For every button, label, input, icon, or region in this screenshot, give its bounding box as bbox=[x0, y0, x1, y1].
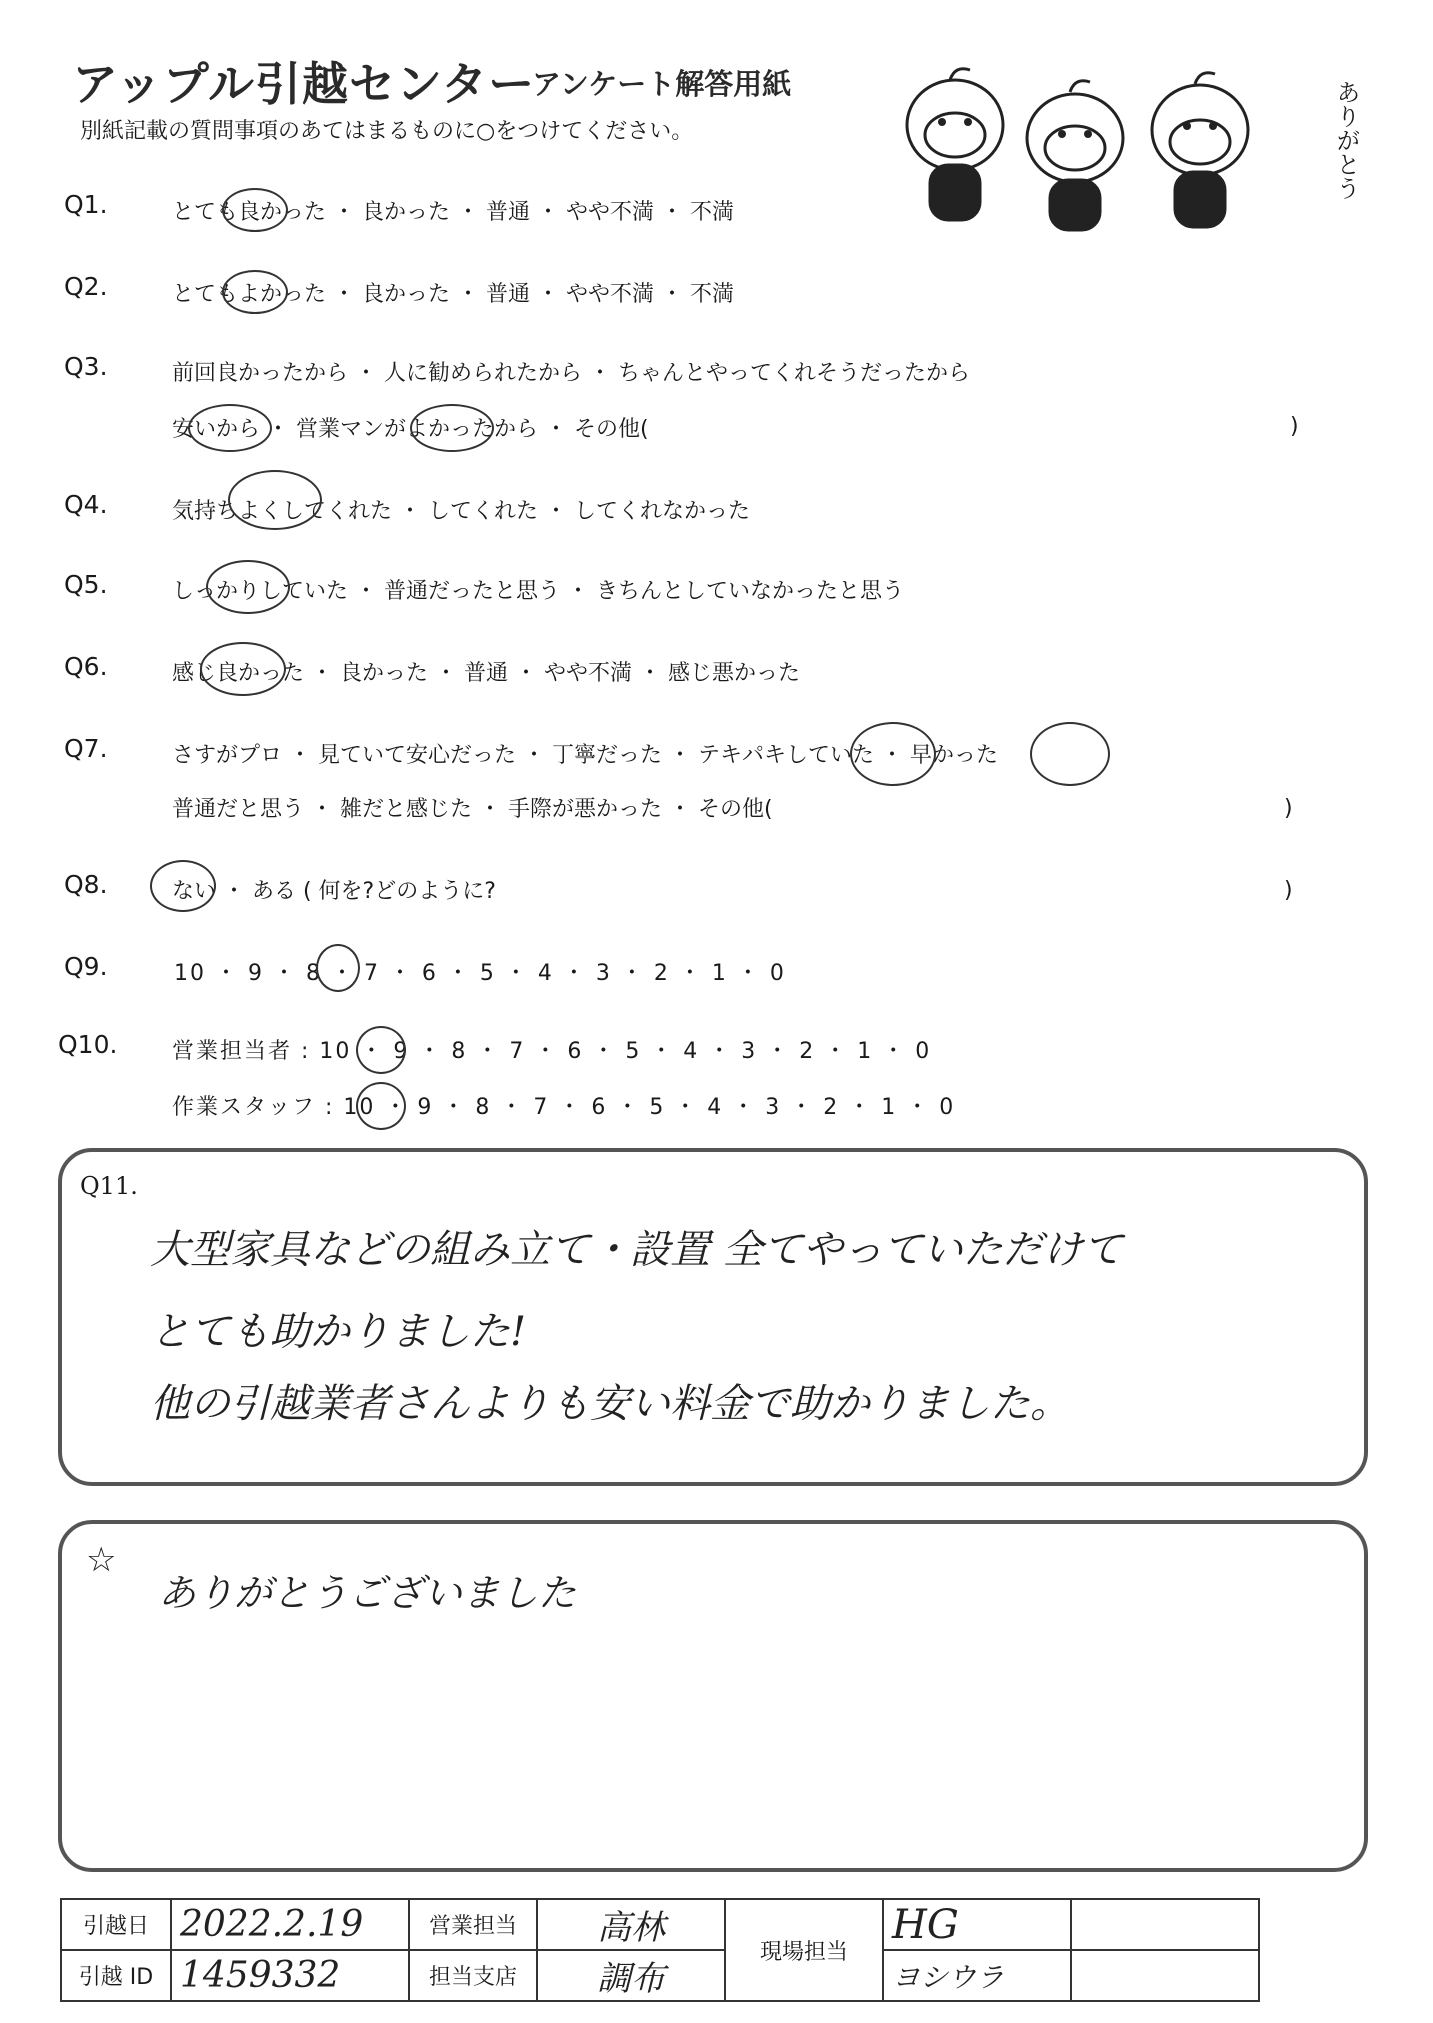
move-date-label: 引越日 bbox=[61, 1899, 171, 1950]
q7-options-line1: さすがプロ ・ 見ていて安心だった ・ 丁寧だった ・ テキパキしていた ・ 早かった bbox=[172, 743, 998, 768]
q3-close-paren: ) bbox=[1290, 414, 1299, 439]
sales-name: 高林 bbox=[537, 1899, 725, 1950]
q10-staff-scale: 作業スタッフ : 10 ・ 9 ・ 8 ・ 7 ・ 6 ・ 5 ・ 4 ・ 3 ・ 2 ・ 1 ・ 0 bbox=[172, 1095, 956, 1120]
site-staff-2: ヨシウラ bbox=[883, 1950, 1071, 2001]
answer-circle-q10-sales bbox=[356, 1026, 406, 1074]
brand-title: アップル引越センター bbox=[72, 57, 536, 111]
site-staff-label: 現場担当 bbox=[725, 1899, 883, 2001]
instruction-text: 別紙記載の質問事項のあてはまるものに○をつけてください。 bbox=[80, 119, 694, 144]
q7-options-line2: 普通だと思う ・ 雑だと感じた ・ 手際が悪かった ・ その他( bbox=[172, 797, 773, 822]
q11-answer-line1: 大型家具などの組み立て・設置 全てやっていただけて bbox=[150, 1227, 1123, 1273]
q2-options: とてもよかった ・ 良かった ・ 普通 ・ やや不満 ・ 不満 bbox=[172, 282, 734, 307]
q3-options-line2: 安いから ・ 営業マンがよかったから ・ その他( bbox=[172, 417, 649, 442]
comment-answer: ありがとうございました bbox=[158, 1571, 577, 1615]
q11-answer-line2: とても助かりました! bbox=[150, 1309, 527, 1355]
q9-label: Q9. bbox=[64, 952, 108, 981]
q11-answer-line3: 他の引越業者さんよりも安い料金で助かりました。 bbox=[150, 1381, 1070, 1427]
answer-circle-q3a bbox=[188, 404, 272, 452]
q1-label: Q1. bbox=[64, 190, 108, 219]
q9-scale: 10 ・ 9 ・ 8 ・ 7 ・ 6 ・ 5 ・ 4 ・ 3 ・ 2 ・ 1 ・ 0 bbox=[174, 961, 786, 986]
answer-circle-q5 bbox=[206, 560, 290, 614]
branch-label: 担当支店 bbox=[409, 1950, 537, 2001]
site-staff-empty-2 bbox=[1071, 1950, 1259, 2001]
star-icon: ☆ bbox=[86, 1540, 117, 1580]
answer-circle-q4 bbox=[228, 470, 322, 530]
mascot-illustration bbox=[880, 60, 1350, 240]
answer-circle-q8 bbox=[150, 860, 216, 912]
answer-circle-q10-staff bbox=[356, 1082, 406, 1130]
answer-circle-q9 bbox=[316, 944, 360, 992]
q10-sales-scale: 営業担当者 : 10 ・ 9 ・ 8 ・ 7 ・ 6 ・ 5 ・ 4 ・ 3 ・ 2 ・ 1 ・ 0 bbox=[172, 1039, 932, 1064]
q7-label: Q7. bbox=[64, 734, 108, 763]
q8-label: Q8. bbox=[64, 870, 108, 899]
site-staff-empty-1 bbox=[1071, 1899, 1259, 1950]
answer-circle-q7b bbox=[1030, 722, 1110, 786]
sales-label: 営業担当 bbox=[409, 1899, 537, 1950]
q3-label: Q3. bbox=[64, 352, 108, 381]
q4-label: Q4. bbox=[64, 490, 108, 519]
move-date-value: 2022.2.19 bbox=[171, 1899, 409, 1950]
q10-label: Q10. bbox=[58, 1030, 118, 1059]
q8-close-paren: ) bbox=[1284, 878, 1293, 903]
q7-close-paren: ) bbox=[1284, 796, 1293, 821]
answer-circle-q6 bbox=[200, 642, 286, 696]
q2-label: Q2. bbox=[64, 272, 108, 301]
q6-options: 感じ良かった ・ 良かった ・ 普通 ・ やや不満 ・ 感じ悪かった bbox=[172, 661, 800, 686]
q6-label: Q6. bbox=[64, 652, 108, 681]
move-id-value: 1459332 bbox=[171, 1950, 409, 2001]
q11-label: Q11. bbox=[80, 1172, 138, 1200]
q3-options-line1: 前回良かったから ・ 人に勧められたから ・ ちゃんとやってくれそうだったから bbox=[172, 361, 970, 386]
site-staff-1: HG bbox=[883, 1899, 1071, 1950]
q5-options: しっかりしていた ・ 普通だったと思う ・ きちんとしていなかったと思う bbox=[172, 579, 904, 604]
q4-options: 気持ちよくしてくれた ・ してくれた ・ してくれなかった bbox=[172, 499, 750, 524]
answer-circle-q1 bbox=[222, 188, 288, 232]
move-id-label: 引越 ID bbox=[61, 1950, 171, 2001]
q5-label: Q5. bbox=[64, 570, 108, 599]
q8-options: ない ・ ある ( 何を?どのように? bbox=[172, 879, 496, 904]
mascot-thanks-text: ありがとう bbox=[1332, 80, 1360, 200]
q1-options: とても良かった ・ 良かった ・ 普通 ・ やや不満 ・ 不満 bbox=[172, 200, 734, 225]
footer-info-table bbox=[60, 1898, 1260, 2002]
answer-circle-q3b bbox=[410, 404, 494, 452]
answer-circle-q2 bbox=[222, 270, 288, 314]
answer-circle-q7a bbox=[850, 722, 936, 786]
form-title: アンケート解答用紙 bbox=[532, 67, 792, 101]
branch-name: 調布 bbox=[537, 1950, 725, 2001]
